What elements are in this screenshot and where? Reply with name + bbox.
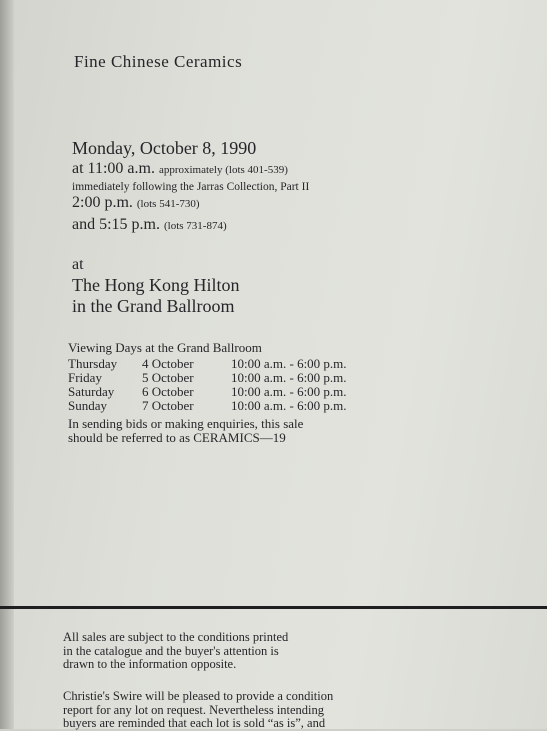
sale-time-3-note: (lots 731-874) — [164, 220, 227, 232]
sale-time-3 — [72, 216, 227, 234]
viewing-date: 7 October — [142, 398, 194, 413]
viewing-hours: 10:00 a.m. - 6:00 p.m. — [231, 370, 347, 385]
catalogue-title: Fine Chinese Ceramics — [74, 52, 243, 71]
condition-report-line: buyers are reminded that each lot is sold “as is”, and — [63, 716, 326, 730]
divider-rule — [0, 606, 547, 609]
viewing-row — [68, 357, 347, 371]
viewing-row — [68, 371, 347, 385]
sale-time-2-value: 2:00 p.m. — [72, 194, 133, 211]
sale-time-1 — [72, 160, 288, 178]
sale-reference-note — [68, 417, 303, 445]
sale-date: Monday, October 8, 1990 — [72, 138, 257, 158]
conditions-paragraph — [63, 631, 288, 672]
viewing-table — [68, 357, 347, 413]
viewing-date: 5 October — [142, 370, 194, 385]
viewing-heading: Viewing Days at the Grand Ballroom — [68, 340, 262, 355]
viewing-date: 4 October — [142, 356, 194, 371]
venue-block — [72, 275, 239, 317]
condition-report-line: report for any lot on request. Nevertheless intending — [63, 702, 325, 717]
condition-report-paragraph — [63, 690, 333, 731]
viewing-hours: 10:00 a.m. - 6:00 p.m. — [231, 356, 347, 371]
viewing-hours: 10:00 a.m. - 6:00 p.m. — [231, 384, 347, 399]
sale-time-2 — [72, 194, 200, 212]
sale-time-1-note: approximately (lots 401-539) — [158, 164, 288, 176]
viewing-day: Thursday — [68, 356, 118, 371]
viewing-day: Saturday — [68, 384, 115, 399]
viewing-day: Sunday — [68, 398, 107, 413]
viewing-hours: 10:00 a.m. - 6:00 p.m. — [231, 398, 347, 413]
sale-following-note: immediately following the Jarras Collection, Part II — [72, 181, 310, 193]
conditions-line: in the catalogue and the buyer's attention is — [63, 643, 279, 658]
condition-report-line: Christie's Swire will be pleased to provide a condition — [63, 689, 334, 703]
viewing-row — [68, 385, 347, 399]
book-spine-shadow — [0, 0, 14, 729]
viewing-date: 6 October — [142, 384, 194, 399]
venue-at: at — [72, 256, 84, 273]
viewing-row — [68, 399, 347, 413]
sale-reference-line-2: should be referred to as CERAMICS—19 — [68, 430, 286, 445]
sale-reference-line-1: In sending bids or making enquiries, this sale — [68, 416, 304, 431]
sale-time-2-note: (lots 541-730) — [136, 198, 200, 210]
sale-time-3-value: and 5:15 p.m. — [72, 216, 160, 233]
sale-time-1-value: at 11:00 a.m. — [72, 160, 155, 177]
venue-room: in the Grand Ballroom — [72, 296, 235, 316]
conditions-line: drawn to the information opposite. — [63, 657, 237, 671]
conditions-line: All sales are subject to the conditions printed — [63, 630, 289, 644]
venue-hotel: The Hong Kong Hilton — [72, 275, 240, 295]
viewing-day: Friday — [68, 370, 102, 385]
